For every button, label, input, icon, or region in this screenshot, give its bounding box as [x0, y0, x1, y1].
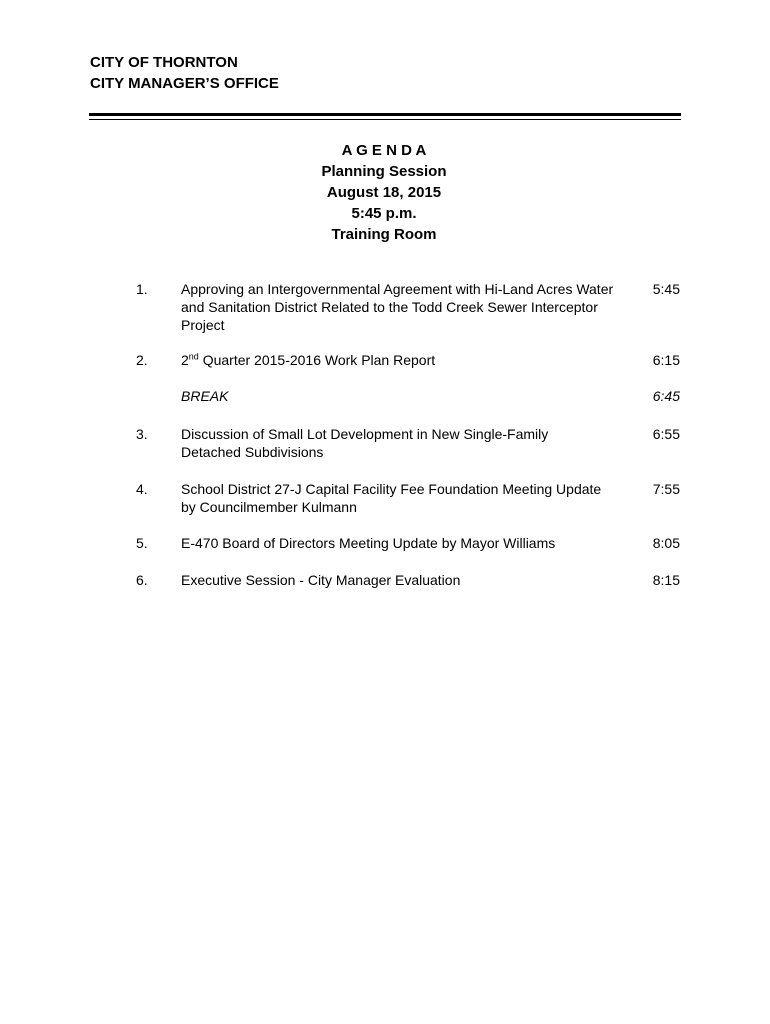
- agenda-heading: A G E N D A: [341, 142, 427, 159]
- item-number: 5.: [136, 535, 148, 551]
- session-name: Planning Session: [321, 163, 447, 180]
- city-name: CITY OF THORNTON: [90, 54, 238, 71]
- item-description-line: Project: [181, 317, 225, 333]
- item-time: 5:45: [652, 281, 680, 297]
- session-location: Training Room: [331, 226, 437, 243]
- office-name: CITY MANAGER’S OFFICE: [90, 75, 279, 92]
- item-description-line: School District 27-J Capital Facility Fee Foundation Meeting Update: [181, 481, 602, 497]
- item-description-text: Quarter 2015-2016 Work Plan Report: [198, 352, 436, 368]
- item-number: 6.: [136, 572, 148, 588]
- break-time: 6:45: [652, 388, 680, 404]
- office-header: [90, 52, 279, 94]
- item-description-line: Approving an Intergovernmental Agreement with Hi-Land Acres Water: [181, 281, 614, 297]
- item-time: 8:05: [652, 535, 680, 551]
- agenda-title-block: [234, 140, 534, 245]
- item-time: 7:55: [652, 481, 680, 497]
- session-time: 5:45 p.m.: [351, 205, 417, 222]
- item-time: 6:55: [652, 426, 680, 442]
- item-description: E-470 Board of Directors Meeting Update by Mayor Williams: [181, 535, 556, 551]
- item-description: [181, 351, 641, 369]
- item-description: [181, 425, 641, 461]
- item-description: [181, 280, 641, 334]
- item-description-line: and Sanitation District Related to the Todd Creek Sewer Interceptor: [181, 299, 598, 315]
- session-date: August 18, 2015: [326, 184, 442, 201]
- item-number: 3.: [136, 426, 148, 442]
- header-rule-thick: [89, 113, 681, 116]
- item-description: Executive Session - City Manager Evaluation: [181, 572, 461, 588]
- item-time: 8:15: [652, 572, 680, 588]
- break-label: BREAK: [181, 388, 229, 404]
- item-ordinal: 2: [181, 352, 189, 368]
- header-rule-thin: [89, 119, 681, 120]
- item-number: 1.: [136, 281, 148, 297]
- item-description-line: Detached Subdivisions: [181, 444, 324, 460]
- item-description-line: Discussion of Small Lot Development in New Single-Family: [181, 426, 549, 442]
- item-ordinal-suffix: nd: [188, 351, 199, 362]
- item-description: [181, 480, 641, 516]
- item-number: 2.: [136, 352, 148, 368]
- item-time: 6:15: [652, 352, 680, 368]
- item-description-line: by Councilmember Kulmann: [181, 499, 357, 515]
- item-number: 4.: [136, 481, 148, 497]
